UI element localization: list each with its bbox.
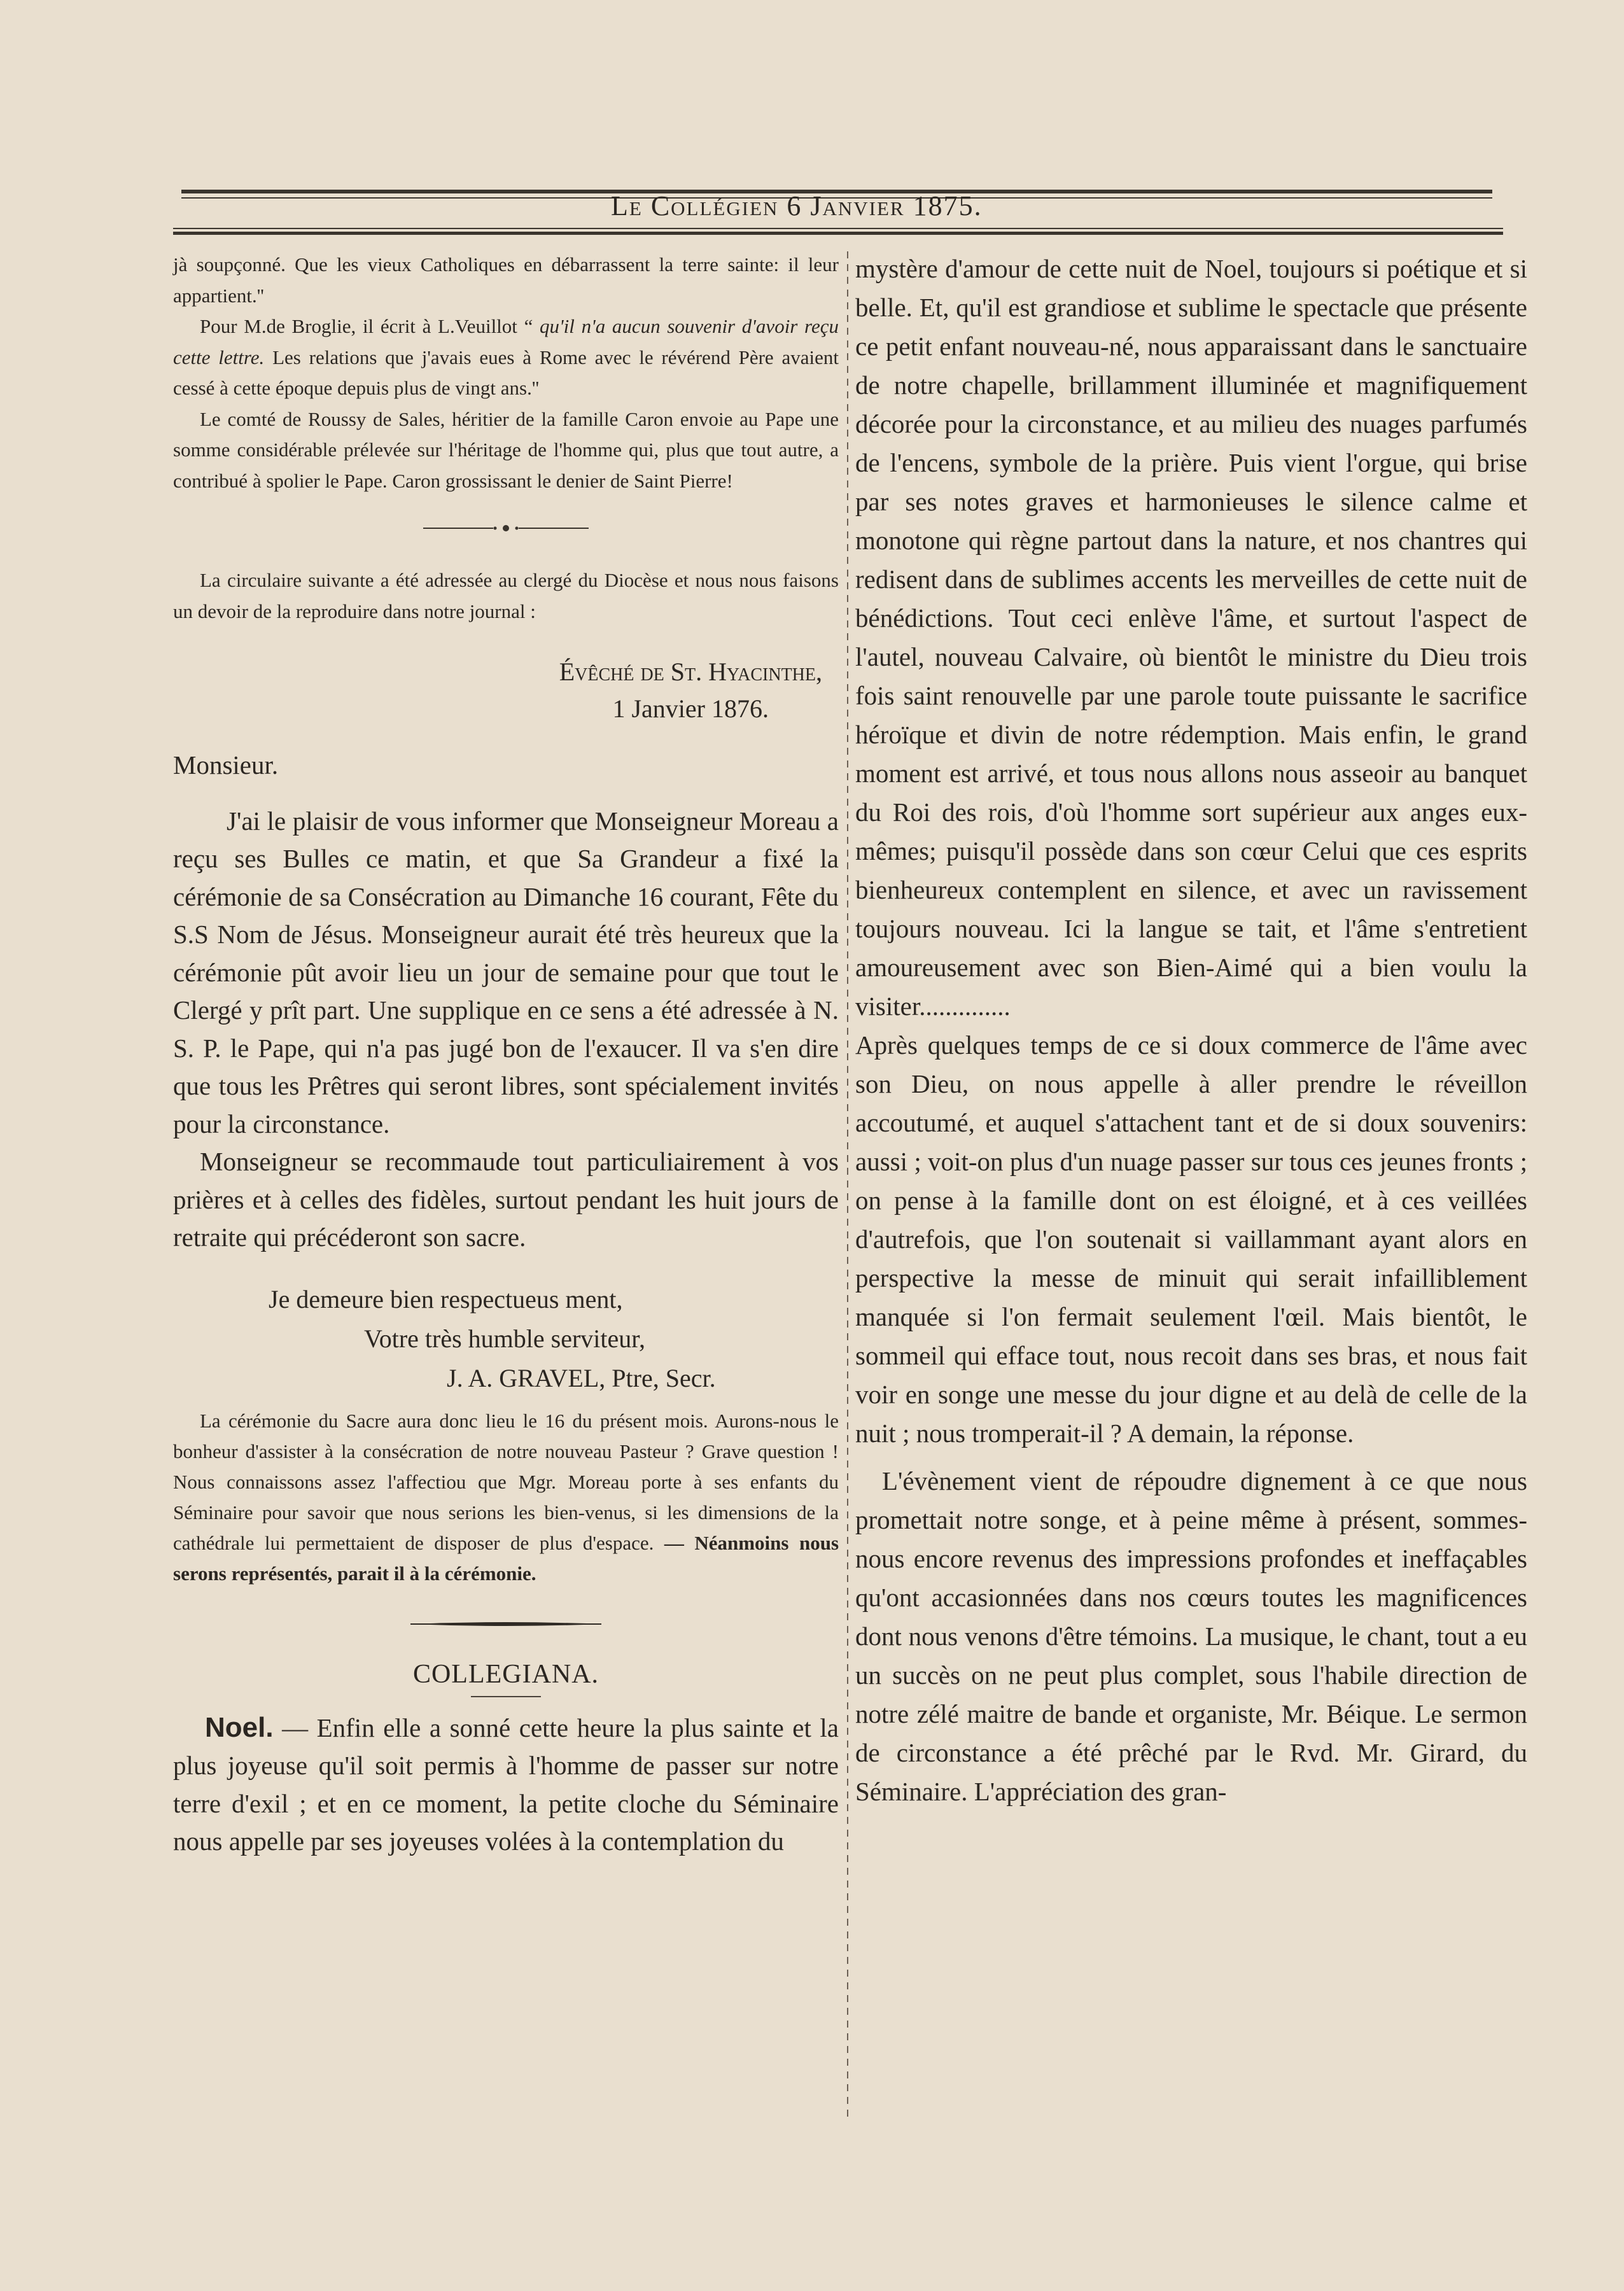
closing-line: Votre très humble serviteur, <box>364 1324 645 1353</box>
article-paragraph: jà soupçonné. Que les vieux Catholiques en débarrassent la terre sainte: il leur appartient.'' <box>173 253 839 307</box>
running-header: Le Collégien 6 Janvier 1875. <box>611 190 983 221</box>
separator-flourish <box>410 1615 601 1634</box>
letter-paragraph: Monseigneur se recommaude tout particuliairement à vos prières et à celles des fidèles, surtout pendant les huit jours de retraite qui précéderont son sacre. <box>173 1147 839 1252</box>
letter-closing <box>173 1280 839 1398</box>
section-heading: COLLEGIANA. <box>412 1659 599 1689</box>
letter-salutation: Monsieur. <box>173 750 279 780</box>
closing-line: Je demeure bien respectueus ment, <box>269 1284 623 1314</box>
article-paragraph: Le comté de Roussy de Sales, héritier de la famille Caron envoie au Pape une somme considérable prélevée sur l'héritage de l'homme qui, plus que tout autre, a contribué à spolier le Pape. Caron grossissant le denier de Saint Pierre! <box>173 407 839 492</box>
article-paragraph: Après quelques temps de ce si doux commerce de l'âme avec son Dieu, on nous appelle à aller prendre le réveillon accoutumé, et auquel s'attachent tant et de si doux souvenirs: aussi ; voit-on plus d'un nuage passer sur tous ces jeunes fronts ; on pense à la famille dont on est éloigné, et à ces veillées d'autrefois, que l'on soutenait si vaillammant ayant alors en perspective la messe de minuit qui serait infailliblement manquée si l'on fermait seulement l'œil. Mais bientôt, le sommeil qui efface tout, nous recoit dans ses bras, et nous fait voir en songe une messe du jour digne et au delà de celle de la nuit ; nous tromperait-il ? A demain, la réponse. <box>855 1030 1527 1448</box>
noel-label: Noel. <box>205 1711 274 1743</box>
text-run: Les relations que j'avais eues à Rome avec le révérend Père avaient cessé à cette époque depuis plus de vingt ans.'' <box>173 346 839 399</box>
letter-place: Évêché de St. Hyacinthe, <box>559 657 822 686</box>
right-column <box>855 249 1527 1811</box>
note-bold-text: — Néanmoins nous serons représentés, parait il à la cérémonie. <box>173 1531 839 1585</box>
heading-dash <box>471 1696 541 1697</box>
header-rule-bottom-thin <box>173 228 1503 229</box>
article-paragraph <box>173 311 839 404</box>
article-paragraph: L'évènement vient de répoudre dignement à ce que nous promettait notre songe, et à peine même à présent, sommes-nous encore revenus des impressions profondes et ineffaçables qu'ont accasionnées dans nos cœurs toutes les magnificences dont nous venons d'être témoins. La musique, le chant, tout a eu un succès on ne peut plus complet, sous l'habile direction de notre zélé maitre de bande et organiste, Mr. Béique. Le sermon de circonstance a été prêché par le Rvd. Mr. Girard, du Séminaire. L'appréciation des gran- <box>855 1466 1527 1806</box>
letter-paragraph: J'ai le plaisir de vous informer que Monseigneur Moreau a reçu ses Bulles ce matin, et que Sa Grandeur a fixé la cérémonie de sa Consécration au Dimanche 16 courant, Fête du S.S Nom de Jésus. Monseigneur aurait été très heureux que la cérémonie pût avoir lieu un jour de semaine pour que tout le Clergé y prît part. Une supplique en ce sens a été adressée à N. S. P. le Pape, qui n'a pas jugé bon de l'exaucer. Il va s'en dire que tous les Prêtres qui seront libres, sont spécialement invités pour la circonstance. <box>173 806 839 1138</box>
letter-date: 1 Janvier 1876. <box>612 694 769 723</box>
note-text: La cérémonie du Sacre aura donc lieu le 16 du présent mois. Aurons-nous le bonheur d'assister à la consécration de notre nouveau Pasteur ? Grave question ! Nous connaissons assez l'affectiou que Mgr. Moreau porte à ses enfants du Séminaire pour savoir que nous serions les bien-venus, si les dimensions de la cathédrale lui permettaient de disposer de plus d'espace. <box>173 1409 839 1554</box>
letter-heading <box>173 654 839 727</box>
text-run: Pour M.de Broglie, il écrit à L.Veuillot “ <box>200 315 540 337</box>
separator-flourish <box>423 515 589 541</box>
column-divider <box>847 251 848 2119</box>
quoted-text: qu'il n'a aucun souvenir d'avoir reçu cette lettre. <box>173 315 839 368</box>
circular-intro: La circulaire suivante a été adressée au clergé du Diocèse et nous nous faisons un devoir de la reproduire dans notre journal : <box>173 569 839 622</box>
editor-note <box>173 1406 839 1589</box>
article-paragraph: mystère d'amour de cette nuit de Noel, toujours si poétique et si belle. Et, qu'il est grandiose et sublime le spectacle que présente ce petit enfant nouveau-né, nous apparaissant dans le sanctuaire de notre chapelle, brillamment illuminée et magnifiquement décorée pour la circonstance, et au milieu des nuages parfumés de l'encens, symbole de la prière. Puis vient l'orgue, qui brise par ses notes graves et harmonieuses le silence calme et monotone qui règne partout dans la nature, et nos chantres qui redisent dans de sublimes accents les merveilles de cette nuit de bénédictions. Tout ceci enlève l'âme, et surtout l'aspect de l'autel, nouveau Calvaire, où bientôt le ministre du Dieu trois fois saint renouvelle par une parole toute puissante le sacrifice héroïque et divin de notre rédemption. Mais enfin, le grand moment est arrivé, et tous nous allons nous asseoir au banquet du Roi des rois, d'où l'homme sort supérieur aux anges eux-mêmes; puisqu'il possède dans son cœur Celui que ces esprits bienheureux contemplent en silence, et avec un ravissement toujours nouveau. Ici la langue se tait, et l'âme s'entretient amoureusement avec son Bien-Aimé qui a bien voulu la visiter.............. <box>855 254 1527 1021</box>
letter-signature: J. A. GRAVEL, Ptre, Secr. <box>447 1363 716 1392</box>
article-paragraph <box>173 1709 839 1861</box>
left-column <box>173 249 839 1861</box>
header-rule-bottom-thick <box>173 232 1503 235</box>
noel-text: — Enfin elle a sonné cette heure la plus sainte et la plus joyeuse qu'il soit permis à l'homme de passer sur notre terre d'exil ; et en ce moment, la petite cloche du Séminaire nous appelle par ses joyeuses volées à la contemplation du <box>173 1713 839 1856</box>
